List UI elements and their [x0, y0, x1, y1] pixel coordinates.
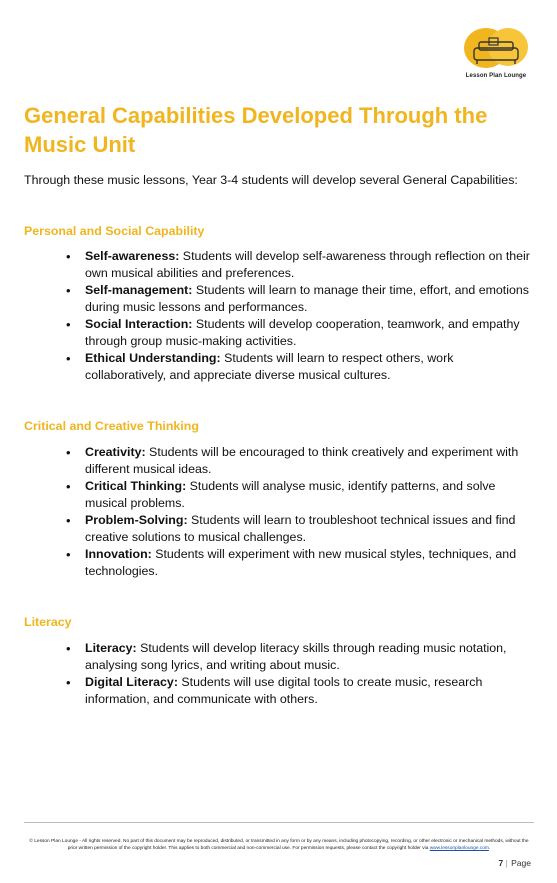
item-term: Self-management: — [85, 283, 193, 297]
logo-text: Lesson Plan Lounge — [465, 73, 527, 79]
list-item — [66, 640, 536, 674]
page-number — [498, 858, 531, 868]
item-text: Students will develop literacy skills through reading music notation, analysing song lyrics, and writing about music. — [85, 641, 507, 672]
capability-list-literacy — [66, 640, 536, 708]
list-item — [66, 282, 536, 316]
item-text: Students will learn to respect others, work collaboratively, and appreciate diverse musical cultures. — [85, 351, 454, 382]
list-item — [66, 546, 536, 580]
list-item — [66, 478, 536, 512]
item-text: Students will experiment with new musical styles, techniques, and technologies. — [85, 547, 517, 578]
list-item — [66, 248, 536, 282]
capability-list-personal-social — [66, 248, 536, 384]
item-text: Students will learn to manage their time, effort, and emotions during music lessons and performances. — [85, 283, 529, 314]
item-term: Digital Literacy: — [85, 675, 178, 689]
item-term: Critical Thinking: — [85, 479, 187, 493]
item-term: Social Interaction: — [85, 317, 193, 331]
intro-paragraph: Through these music lessons, Year 3-4 students will develop several General Capabilities: — [24, 173, 518, 187]
item-term: Ethical Understanding: — [85, 351, 221, 365]
page-number-value: 7 — [498, 858, 504, 868]
section-heading-personal-social: Personal and Social Capability — [24, 224, 205, 238]
website-link[interactable]: www.lessonplanlounge.com — [429, 846, 489, 851]
logo — [460, 26, 532, 84]
item-term: Creativity: — [85, 445, 146, 459]
footer-copyright — [24, 838, 534, 852]
list-item — [66, 316, 536, 350]
page-separator: | — [505, 858, 509, 868]
item-text: Students will develop self-awareness through reflection on their own musical abilities and preferences. — [85, 249, 530, 280]
list-item — [66, 674, 536, 708]
link-suffix: . — [488, 846, 491, 851]
logo-graphic — [460, 26, 532, 72]
page-title: General Capabilities Developed Through the Music Unit — [24, 103, 488, 157]
copyright-text: © Lesson Plan Lounge - All rights reserved. No part of this document may be reproduced, distributed, or transmitted in any form or by any means, including photocopying, recording, or other electronic or mechanical methods, without the prior written permission of the copyright holder. This applies to both commercial and non-commercial use. For permission requests, please contact the copyright holder via — [29, 839, 529, 851]
item-term: Literacy: — [85, 641, 137, 655]
item-term: Problem-Solving: — [85, 513, 188, 527]
item-term: Innovation: — [85, 547, 152, 561]
capability-list-critical-creative — [66, 444, 536, 580]
item-text: Students will develop cooperation, teamwork, and empathy through group music-making activities. — [85, 317, 520, 348]
item-text: Students will use digital tools to create music, research information, and communicate with others. — [85, 675, 483, 706]
list-item — [66, 444, 536, 478]
list-item — [66, 350, 536, 384]
section-heading-critical-creative: Critical and Creative Thinking — [24, 419, 199, 433]
section-heading-literacy: Literacy — [24, 615, 72, 629]
page-label: Page — [511, 858, 531, 868]
item-text: Students will analyse music, identify patterns, and solve musical problems. — [85, 479, 496, 510]
item-term: Self-awareness: — [85, 249, 180, 263]
item-text: Students will learn to troubleshoot technical issues and find creative solutions to musical challenges. — [85, 513, 516, 544]
item-text: Students will be encouraged to think creatively and experiment with different musical ideas. — [85, 445, 519, 476]
footer-divider — [24, 822, 534, 823]
list-item — [66, 512, 536, 546]
